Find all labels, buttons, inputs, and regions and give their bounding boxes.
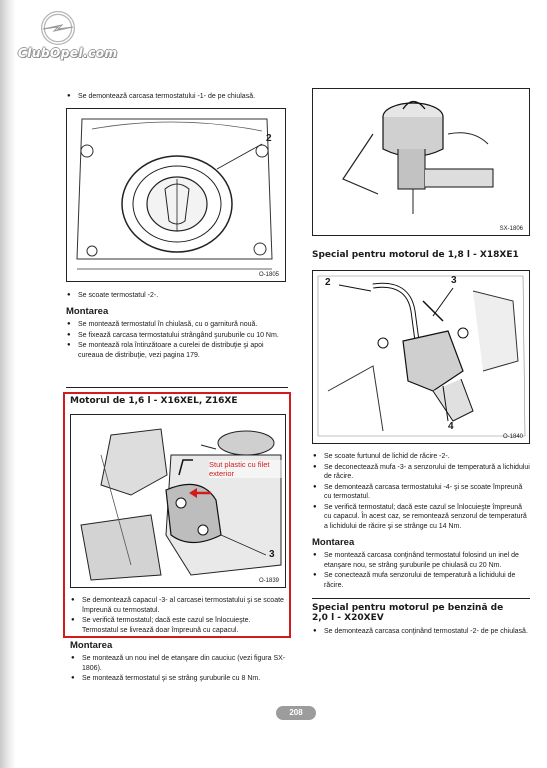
figure-code: O-1839 xyxy=(258,578,279,584)
section-divider xyxy=(312,598,530,599)
figure-o1839 xyxy=(70,414,286,588)
engine-x18-drawing xyxy=(313,271,529,443)
montarea-bullet: ● Se fixează carcasa termostatului strângând şuruburile cu 10 Nm. xyxy=(66,331,288,341)
step-bullet: ● Se demontează carcasa termostatului -4- şi se scoate împreună cu termostatul. xyxy=(312,483,530,502)
right-column xyxy=(312,88,530,638)
page-binding-shadow xyxy=(0,0,16,768)
figure-callout-2: 2 xyxy=(266,132,272,144)
figure-callout-3: 3 xyxy=(451,275,457,286)
figure-sx1806 xyxy=(312,88,530,236)
step-bullet: ● Se verifică termostatul; dacă este cazul se înlocuieşte împreună cu capacul. În acest caz, se remontează senzorul de temperatură a lichidului de răcire şi se strânge cu 14 Nm. xyxy=(312,503,530,532)
handwritten-annotation: Stut plastic cu filet exterior xyxy=(209,460,284,478)
logo-text: ClubOpel.com xyxy=(18,46,118,60)
step-bullet: ● Se deconectează mufa -3- a senzorului de temperatură a lichidului de răcire. xyxy=(312,463,530,482)
boxed-bullet: ● Se verifică termostatul; dacă este cazul se înlocuieşte. Termostatul se livrează doar împreună cu capacul. xyxy=(70,616,286,635)
figure-code: SX-1806 xyxy=(499,226,523,232)
montarea-bullet: ● Se montează termostatul şi se strâng şuruburile cu 8 Nm. xyxy=(70,674,288,684)
montarea-bullet: ● Se montează un nou inel de etanşare din cauciuc (vezi figura SX-1806). xyxy=(70,654,288,673)
figure-code: O-1840 xyxy=(502,434,523,440)
step-bullet: ● Se demontează carcasa conţinând termostatul -2- de pe chiulasă. xyxy=(312,627,530,637)
montarea-bullet: ● Se conectează mufa senzorului de temperatură a lichidului de răcire. xyxy=(312,571,530,590)
opel-blitz-icon xyxy=(40,10,76,46)
thermostat-cover-drawing xyxy=(71,415,285,587)
engine-heading: Motorul de 1,6 l - X16XEL, Z16XE xyxy=(70,396,238,406)
page-number: 208 xyxy=(276,706,316,720)
clubopel-logo xyxy=(16,8,126,66)
figure-o1805 xyxy=(66,108,286,282)
montarea-bullet: ● Se montează carcasa conţinând termostatul folosind un inel de etanşare nou, se strâng şuruburile pe chiulasă cu 20 Nm. xyxy=(312,551,530,570)
thermostat-housing-drawing xyxy=(67,109,285,281)
montarea-heading: Montarea xyxy=(70,640,113,651)
x18-steps xyxy=(312,452,530,531)
montarea-bullet: ● Se montează termostatul în chiulasă, cu o garnitură nouă. xyxy=(66,320,288,330)
intro-bullet: ● Se demontează carcasa termostatului -1- de pe chiulasă. xyxy=(66,92,288,102)
figure-callout-4: 4 xyxy=(448,421,454,432)
figure-code: O-1805 xyxy=(258,271,279,278)
montarea-section-2 xyxy=(70,640,288,685)
section-divider xyxy=(66,387,288,388)
montarea-heading: Montarea xyxy=(312,537,355,548)
boxed-bullet: ● Se demontează capacul -3- al carcasei termostatului şi se scoate împreună cu termostatul. xyxy=(70,596,286,615)
figure-o1840 xyxy=(312,270,530,444)
engine-heading-x18: Special pentru motorul de 1,8 l - X18XE1 xyxy=(312,250,519,260)
montarea-bullet: ● Se montează rola întinzătoare a curelei de distribuţie şi apoi cureaua de distribuţie, vezi pagina 179. xyxy=(66,341,288,360)
figure-callout-3: 3 xyxy=(269,549,275,560)
engine-heading-20: Special pentru motorul pe benzină de 2,0 l - X20XEV xyxy=(312,603,504,623)
figure-callout-2: 2 xyxy=(325,277,331,288)
step-bullet: ● Se scoate furtunul de lichid de răcire -2-. xyxy=(312,452,530,462)
boxed-section xyxy=(70,396,286,636)
montarea-heading: Montarea xyxy=(66,306,109,317)
remove-thermostat-bullet: ● Se scoate termostatul -2-. xyxy=(66,291,288,301)
left-column xyxy=(66,92,288,361)
thermostat-seal-drawing xyxy=(313,89,529,235)
